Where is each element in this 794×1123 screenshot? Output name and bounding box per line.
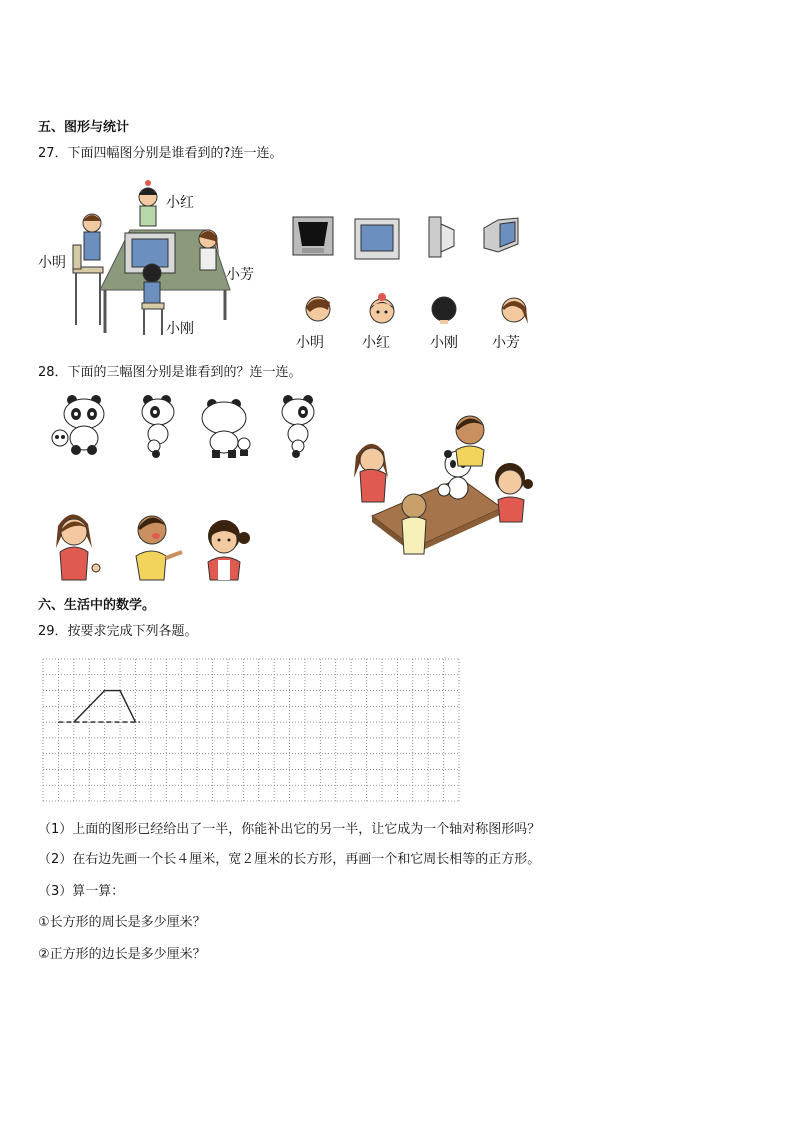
- question-28-text: 28．下面的三幅图分别是谁看到的？连一连。: [38, 365, 302, 380]
- panda-view-other-side: [278, 394, 320, 458]
- scene-label-xiaofang: 小芳: [226, 267, 254, 283]
- scene-label-xiaoming: 小明: [38, 255, 66, 271]
- section-title-graphics: 五、图形与统计: [38, 120, 130, 135]
- panda-view-back: [198, 398, 254, 460]
- question-29-part-1: （1）上面的图形已经给出了一半，你能补出它的另一半，让它成为一个轴对称图形吗？: [38, 822, 541, 837]
- girl-short-hair-icon: [198, 512, 254, 582]
- panda-table-scene-illustration: [352, 408, 538, 560]
- question-27-text: 27．下面四幅图分别是谁看到的?连一连。: [38, 146, 283, 161]
- dotted-grid: [43, 659, 459, 801]
- monitor-view-1: [292, 216, 334, 256]
- question-29-part-2: （2）在右边先画一个长４厘米，宽２厘米的长方形，再画一个和它周长相等的正方形。: [38, 852, 541, 867]
- head-xiaofang-icon: [498, 294, 530, 326]
- head-xiaoming-icon: [304, 294, 332, 324]
- question-29-part-3b: ②正方形的边长是多少厘米？: [38, 947, 206, 962]
- label-xiaogang: 小刚: [430, 335, 458, 351]
- label-xiaofang: 小芳: [492, 335, 520, 351]
- question-29-part-3: （3）算一算：: [38, 884, 125, 899]
- monitor-view-3: [428, 216, 456, 258]
- scene-label-xiaohong: 小红: [166, 195, 194, 211]
- panda-view-front: [50, 394, 112, 456]
- label-xiaohong: 小红: [362, 335, 390, 351]
- monitor-view-2: [354, 218, 400, 260]
- question-29-text: 29．按要求完成下列各题。: [38, 624, 198, 639]
- boy-icon: [128, 508, 186, 582]
- head-xiaohong-icon: [368, 292, 396, 326]
- question-29-part-3a: ①长方形的周长是多少厘米？: [38, 915, 206, 930]
- girl-ponytail-icon: [48, 508, 104, 582]
- head-xiaogang-icon: [430, 294, 458, 324]
- monitor-view-4: [482, 214, 520, 256]
- panda-view-side: [138, 394, 180, 458]
- label-xiaoming: 小明: [296, 335, 324, 351]
- scene-label-xiaogang: 小刚: [166, 321, 194, 337]
- section-title-life-math: 六、生活中的数学。: [38, 598, 156, 613]
